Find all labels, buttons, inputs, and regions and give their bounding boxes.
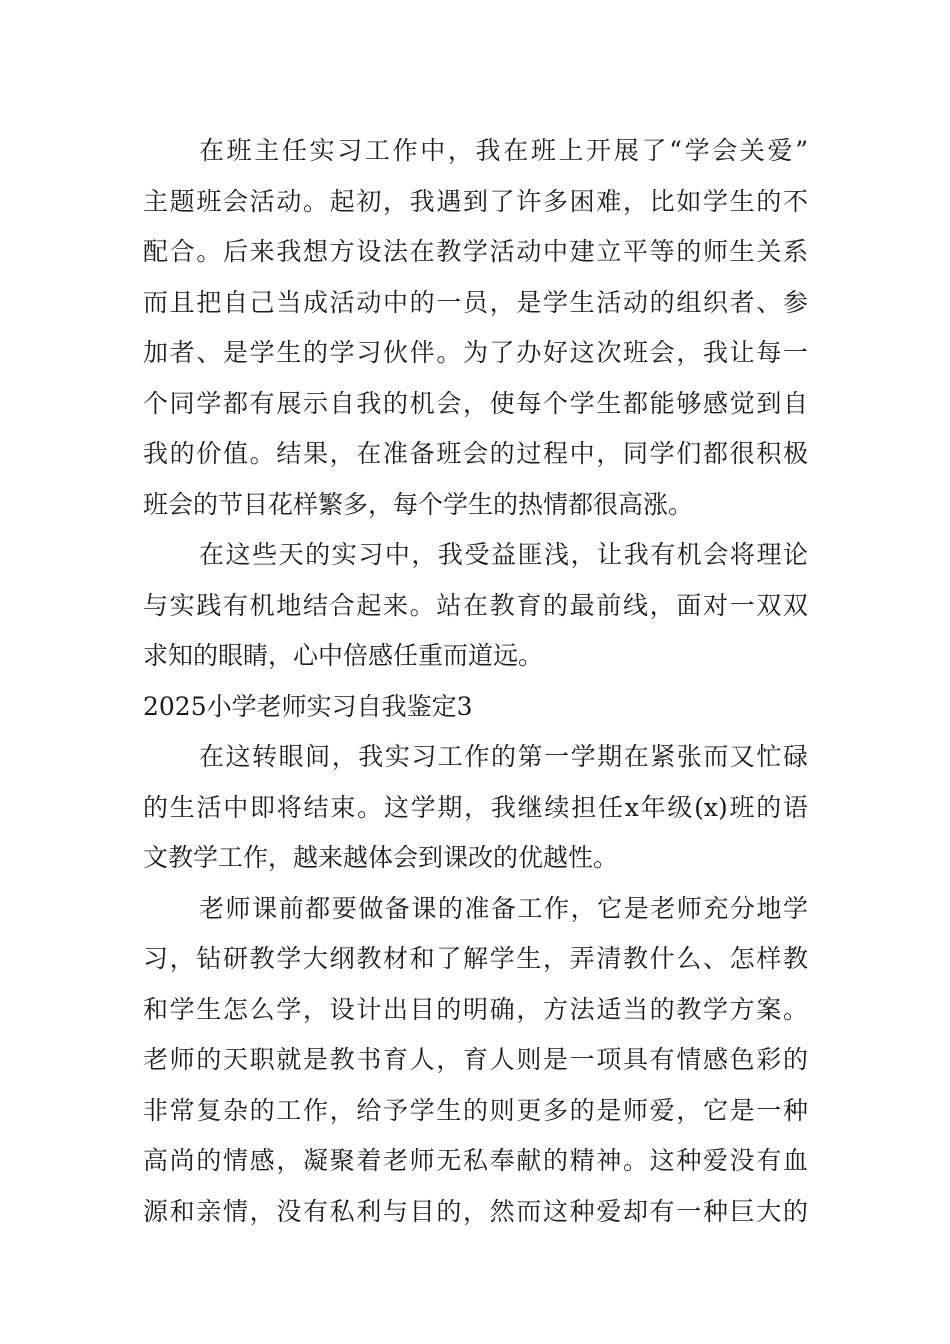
text-line: 个同学都有展示自我的机会，使每个学生都能够感觉到自	[143, 388, 808, 418]
text-line: 班会的节目花样繁多，每个学生的热情都很高涨。	[143, 489, 694, 519]
document-body	[143, 126, 808, 1237]
text-line: 老师课前都要做备课的准备工作，它是老师充分地学	[199, 893, 808, 923]
text-line: 而且把自己当成活动中的一员，是学生活动的组织者、参	[143, 287, 808, 317]
text-line: 在班主任实习工作中，我在班上开展了“学会关爱”	[199, 136, 808, 165]
text-line: 非常复杂的工作，给予学生的则更多的是师爱，它是一种	[143, 1095, 808, 1125]
text-line: 习，钻研教学大纲教材和了解学生，弄清教什么、怎样教	[143, 944, 808, 973]
text-line: 我的价值。结果，在准备班会的过程中，同学们都很积极	[143, 439, 808, 468]
text-line: 文教学工作，越来越体会到课改的优越性。	[143, 843, 619, 872]
text-line: 老师的天职就是教书育人，育人则是一项具有情感色彩的	[143, 1045, 808, 1074]
text-line: 在这转眼间，我实习工作的第一学期在紧张而又忙碌	[199, 742, 808, 771]
section-heading: 2025小学老师实习自我鉴定3	[143, 691, 473, 721]
text-line: 高尚的情感，凝聚着老师无私奉献的精神。这种爱没有血	[143, 1146, 808, 1175]
text-line: 加者、是学生的学习伙伴。为了办好这次班会，我让每一	[143, 338, 808, 367]
text-line: 的生活中即将结束。这学期，我继续担任x年级(x)班的语	[143, 792, 808, 822]
text-line: 与实践有机地结合起来。站在教育的最前线，面对一双双	[143, 590, 808, 620]
text-line: 和学生怎么学，设计出目的明确，方法适当的教学方案。	[143, 994, 808, 1024]
text-line: 主题班会活动。起初，我遇到了许多困难，比如学生的不	[143, 186, 808, 216]
text-line: 源和亲情，没有私利与目的，然而这种爱却有一种巨大的	[143, 1196, 808, 1226]
text-line: 配合。后来我想方设法在教学活动中建立平等的师生关系	[143, 237, 808, 266]
text-line: 在这些天的实习中，我受益匪浅，让我有机会将理论	[199, 540, 808, 569]
text-line: 求知的眼睛，心中倍感任重而道远。	[143, 641, 544, 670]
